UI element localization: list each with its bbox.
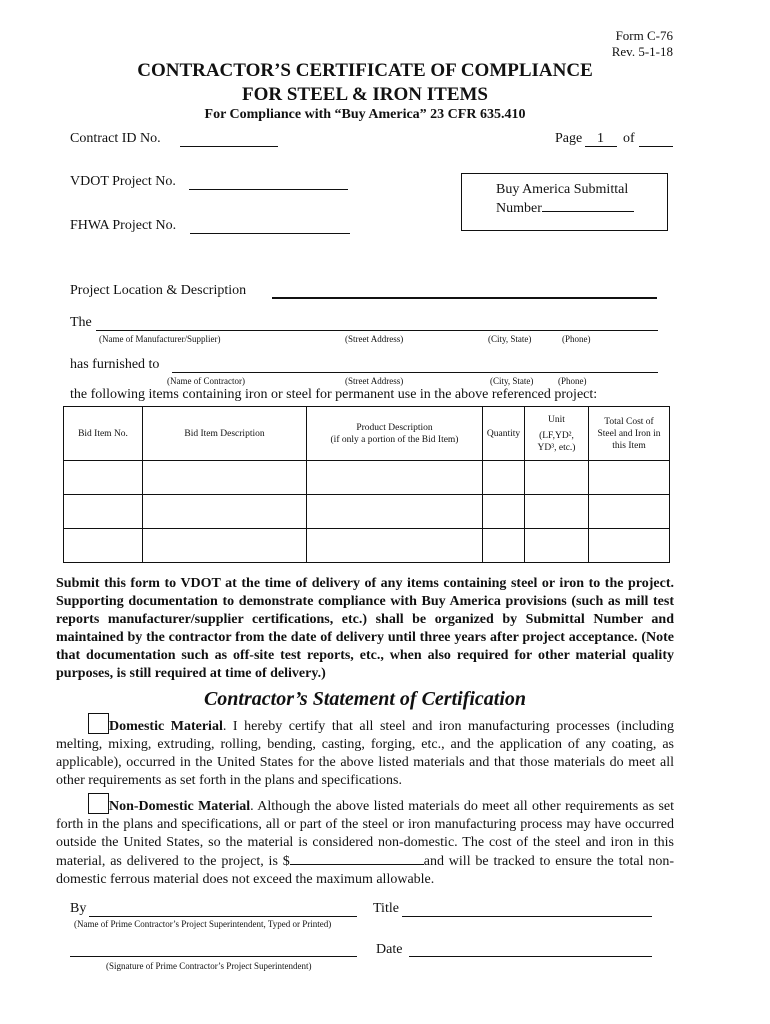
non-domestic-material-paragraph xyxy=(56,793,674,889)
table-cell[interactable] xyxy=(525,461,589,495)
domestic-material-text: . I hereby certify that all steel and iron manufacturing processes (including melting, mixing, extruding, rolling, bending, casting, forging, etc., and the application of any coating, as applicable), occurred in the United States for the above listed materials and that those materials do meet all other requirements as set forth in the plans and specifications. xyxy=(56,719,674,788)
project-location-label: Project Location & Description xyxy=(70,283,247,298)
form-subtitle: For Compliance with “Buy America” 23 CFR 635.410 xyxy=(204,107,526,122)
domestic-material-paragraph xyxy=(56,713,674,790)
page-total-field[interactable] xyxy=(639,146,673,147)
non-domestic-material-checkbox[interactable] xyxy=(88,793,109,814)
table-cell[interactable] xyxy=(143,529,307,563)
table-cell[interactable] xyxy=(307,461,483,495)
table-row xyxy=(64,495,670,529)
buy-america-label-line1: Buy America Submittal xyxy=(496,182,629,197)
superintendent-title-field[interactable] xyxy=(402,916,652,917)
table-cell[interactable] xyxy=(64,461,143,495)
cost-line2: Steel and Iron in xyxy=(597,428,661,439)
date-field[interactable] xyxy=(409,956,652,957)
items-intro: the following items containing iron or steel for permanent use in the above referenced project: xyxy=(70,387,598,402)
manufacturer-field[interactable] xyxy=(96,330,658,331)
date-label: Date xyxy=(376,942,403,957)
product-desc-line2: (if only a portion of the Bid Item) xyxy=(330,434,459,445)
signature-hint: (Signature of Prime Contractor’s Project Superintendent) xyxy=(106,961,312,971)
non-domestic-material-tail: and will be tracked to ensure the total non-domestic ferrous material does not exceed the maximum allowable. xyxy=(56,854,675,887)
items-table xyxy=(63,406,670,563)
by-label: By xyxy=(70,901,87,916)
table-header-row xyxy=(64,407,670,461)
col-header-quantity: Quantity xyxy=(483,407,525,461)
contractor-city-hint: (City, State) xyxy=(490,376,534,386)
contract-id-label: Contract ID No. xyxy=(70,131,161,146)
table-row xyxy=(64,529,670,563)
unit-line2: (LF,YD², xyxy=(539,430,574,441)
manufacturer-name-hint: (Name of Manufacturer/Supplier) xyxy=(99,334,221,344)
superintendent-name-field[interactable] xyxy=(89,916,357,917)
cost-line3: this Item xyxy=(612,440,646,451)
superintendent-signature-field[interactable] xyxy=(70,956,357,957)
cost-line1: Total Cost of xyxy=(604,416,654,427)
page-of-label: of xyxy=(623,131,635,146)
non-domestic-material-text: . Although the above listed materials do meet all other requirements as set forth in the plans and specifications, all or part of the steel or iron manufacturing process may have occurred outside the United States, so the material is considered non-domestic. The cost of the steel and iron in this material, as delivered to the project, is $ xyxy=(56,799,675,869)
manufacturer-phone-hint: (Phone) xyxy=(562,334,591,344)
submittal-number-field[interactable] xyxy=(542,199,634,212)
title-label: Title xyxy=(373,901,399,916)
superintendent-name-hint: (Name of Prime Contractor’s Project Superintendent, Typed or Printed) xyxy=(74,919,332,929)
form-title-line2: FOR STEEL & IRON ITEMS xyxy=(242,84,488,105)
buy-america-label-line2: Number xyxy=(496,201,542,216)
table-cell[interactable] xyxy=(143,461,307,495)
unit-line3: YD³, etc.) xyxy=(537,442,576,453)
table-cell[interactable] xyxy=(483,461,525,495)
the-label: The xyxy=(70,315,92,330)
contractor-field[interactable] xyxy=(172,372,658,373)
table-cell[interactable] xyxy=(525,495,589,529)
col-header-total-cost xyxy=(589,407,670,461)
table-cell[interactable] xyxy=(589,461,670,495)
contract-id-field[interactable] xyxy=(180,146,278,147)
page-label: Page xyxy=(555,131,583,146)
vdot-project-field[interactable] xyxy=(189,189,348,190)
col-header-bid-item-no: Bid Item No. xyxy=(64,407,143,461)
form-number: Form C-76 xyxy=(615,28,673,43)
manufacturer-street-hint: (Street Address) xyxy=(345,334,404,344)
furnished-to-label: has furnished to xyxy=(70,357,160,372)
non-domestic-material-label: Non-Domestic Material xyxy=(109,799,251,814)
table-cell[interactable] xyxy=(143,495,307,529)
project-location-field[interactable] xyxy=(272,297,657,299)
table-row xyxy=(64,461,670,495)
col-header-bid-item-description: Bid Item Description xyxy=(143,407,307,461)
table-cell[interactable] xyxy=(307,529,483,563)
certification-title: Contractor’s Statement of Certification xyxy=(203,688,527,710)
table-cell[interactable] xyxy=(589,529,670,563)
contractor-name-hint: (Name of Contractor) xyxy=(167,376,245,386)
contractor-street-hint: (Street Address) xyxy=(345,376,404,386)
manufacturer-city-hint: (City, State) xyxy=(488,334,532,344)
non-domestic-cost-field[interactable] xyxy=(290,852,424,865)
table-cell[interactable] xyxy=(307,495,483,529)
form-title-line1: CONTRACTOR’S CERTIFICATE OF COMPLIANCE xyxy=(137,60,593,81)
buy-america-submittal-box xyxy=(461,173,668,231)
table-cell[interactable] xyxy=(525,529,589,563)
table-cell[interactable] xyxy=(483,495,525,529)
domestic-material-label: Domestic Material xyxy=(109,719,223,734)
page-number: 1 xyxy=(597,131,604,146)
unit-line1: Unit xyxy=(548,414,565,425)
vdot-project-label: VDOT Project No. xyxy=(70,174,176,189)
table-cell[interactable] xyxy=(483,529,525,563)
contractor-phone-hint: (Phone) xyxy=(558,376,587,386)
submission-notice: Submit this form to VDOT at the time of delivery of any items containing steel or iron to the project. Supporting documentation to demonstrate compliance with Buy America provisions (such as mill test reports manufacturer/supplier certifications, etc.) shall be organized by Submittal Number and maintained by the contractor from the date of delivery until three years after project acceptance. (Note that documentation such as off-site test reports, etc., when also required for other material quality purposes, is still required at time of delivery.) xyxy=(56,576,674,681)
domestic-material-checkbox[interactable] xyxy=(88,713,109,734)
fhwa-project-field[interactable] xyxy=(190,233,350,234)
table-cell[interactable] xyxy=(64,529,143,563)
col-header-product-description xyxy=(307,407,483,461)
col-header-unit xyxy=(525,407,589,461)
form-number-block xyxy=(612,28,673,60)
table-cell[interactable] xyxy=(589,495,670,529)
product-desc-line1: Product Description xyxy=(356,422,433,433)
table-cell[interactable] xyxy=(64,495,143,529)
form-revision: Rev. 5-1-18 xyxy=(611,44,673,59)
fhwa-project-label: FHWA Project No. xyxy=(70,218,177,233)
